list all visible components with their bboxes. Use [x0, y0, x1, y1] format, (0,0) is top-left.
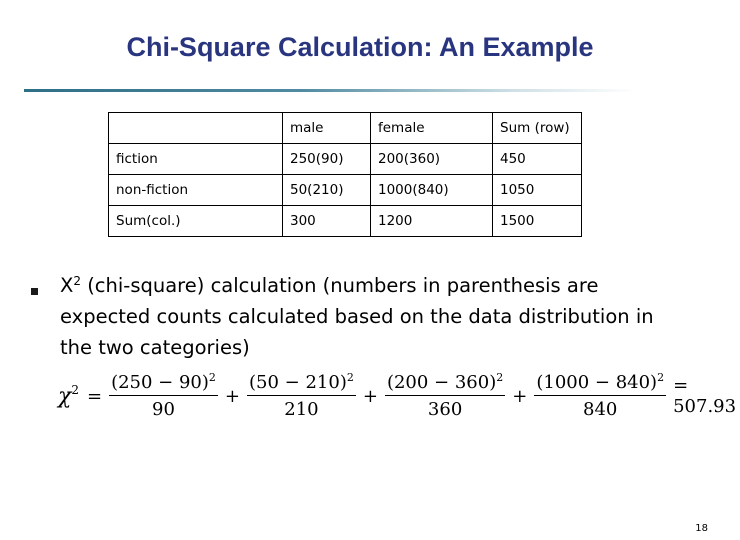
- table-cell: 1050: [493, 175, 582, 206]
- slide-title: Chi-Square Calculation: An Example: [126, 32, 594, 62]
- fraction-numerator: [534, 372, 666, 396]
- fraction-numerator: [109, 372, 218, 396]
- plus-sign: +: [362, 385, 378, 407]
- fraction-numerator: [385, 372, 505, 396]
- numerator-text: (50 − 210): [249, 372, 347, 393]
- table-row: [109, 175, 582, 206]
- fraction-numerator: [247, 372, 356, 396]
- table-row: [109, 206, 582, 237]
- bullet-body: (chi-square) calculation (numbers in parenthesis are expected counts calculated based on the data distribution in the two categories): [60, 274, 654, 359]
- numerator-text: (200 − 360): [386, 372, 497, 393]
- fraction-denominator: 360: [427, 399, 463, 420]
- table-cell: 1000(840): [371, 175, 493, 206]
- bullet-square-icon: [31, 288, 38, 295]
- chi-exponent: 2: [71, 383, 79, 397]
- fraction-denominator: 210: [284, 399, 319, 420]
- numerator-text: (250 − 90): [111, 372, 209, 393]
- table-cell: 1200: [371, 206, 493, 237]
- table-cell: [109, 113, 283, 144]
- title-divider: [24, 89, 636, 92]
- table-cell: 50(210): [283, 175, 371, 206]
- square-exponent: 2: [346, 371, 354, 384]
- table-header-cell: female: [371, 113, 493, 144]
- fraction-term: [109, 372, 218, 420]
- table-row: [109, 144, 582, 175]
- fraction-term: [534, 372, 666, 420]
- square-exponent: 2: [208, 371, 216, 384]
- table-row-label: fiction: [109, 144, 283, 175]
- fraction-denominator: 840: [583, 399, 618, 420]
- equation-result: = 507.93: [673, 375, 737, 417]
- table-row-label: non-fiction: [109, 175, 283, 206]
- page-number: 18: [695, 523, 708, 534]
- numerator-text: (1000 − 840): [536, 372, 658, 393]
- table-cell: 250(90): [283, 144, 371, 175]
- contingency-table: [108, 112, 582, 237]
- square-exponent: 2: [657, 371, 665, 384]
- table-cell: 450: [493, 144, 582, 175]
- chi-square-equation: [58, 372, 740, 420]
- table-header-cell: Sum (row): [493, 113, 582, 144]
- table-cell: 300: [283, 206, 371, 237]
- table-row-label: Sum(col.): [109, 206, 283, 237]
- chi-exponent: 2: [73, 274, 81, 288]
- table-cell: 1500: [493, 206, 582, 237]
- plus-sign: +: [512, 385, 528, 407]
- table-cell: 200(360): [371, 144, 493, 175]
- fraction-term: [385, 372, 505, 420]
- chi-symbol: χ: [58, 384, 72, 409]
- equation-lhs: [58, 383, 79, 409]
- plus-sign: +: [224, 385, 241, 407]
- table-header-cell: male: [283, 113, 371, 144]
- fraction-denominator: 90: [152, 399, 175, 420]
- chi-symbol: Χ: [60, 274, 74, 297]
- bullet-text: [60, 270, 690, 363]
- fraction-term: [247, 372, 356, 420]
- equals-sign: =: [86, 385, 103, 407]
- table-header-row: [109, 113, 582, 144]
- square-exponent: 2: [496, 371, 504, 384]
